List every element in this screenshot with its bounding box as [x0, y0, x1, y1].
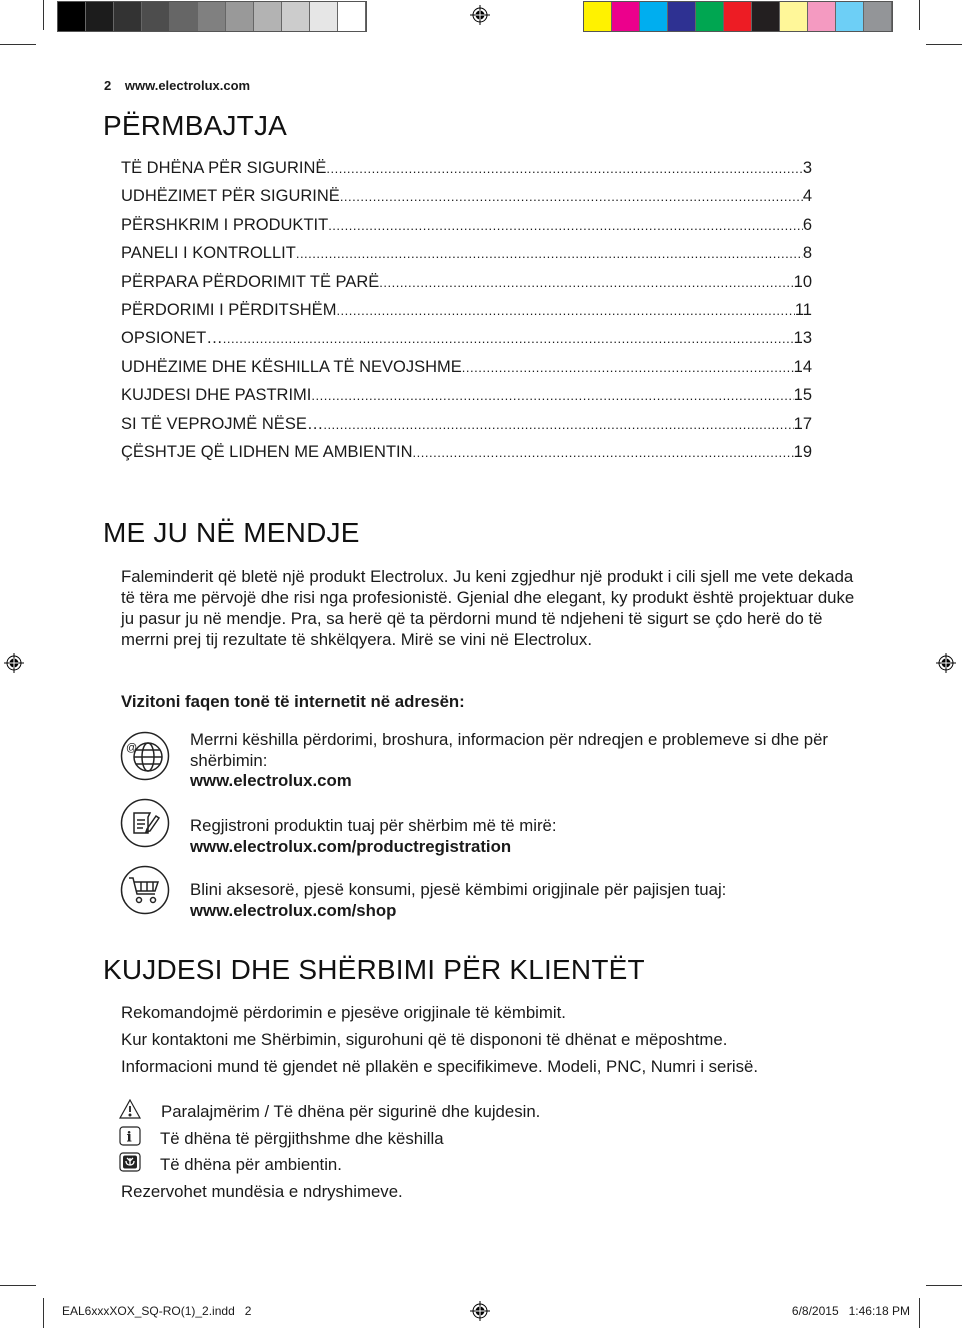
color-swatch	[170, 2, 198, 31]
toc-leader-dots	[311, 388, 793, 403]
registration-mark-icon	[4, 653, 24, 673]
color-swatch	[724, 2, 752, 31]
color-swatch	[338, 2, 366, 31]
service-title: KUJDESI DHE SHËRBIMI PËR KLIENTËT	[103, 954, 645, 985]
toc-leader-dots	[296, 246, 803, 261]
toc-item[interactable]	[121, 216, 812, 244]
color-swatch	[640, 2, 668, 31]
intro-paragraph: Faleminderit që bletë një produkt Electrolux. Ju keni zgjedhur një produkt i cili sjell me vete dekada të tëra me përvojë dhe risi nga profesionistë. Gjenial dhe elegant, ky produkt është projektuar duke ju pasur ju në mendje. Pra, sa herë që ta përdorni mund të ndjeheni të sigurt se çdo herë do të merrni prej tij rezultate të shkëlqyera. Mirë se vini në Electrolux.	[121, 567, 855, 649]
color-swatch	[58, 2, 86, 31]
globe-at-icon	[120, 731, 170, 781]
toc-item-page: 10	[793, 272, 812, 291]
toc-item[interactable]	[121, 386, 812, 414]
crop-mark	[43, 0, 44, 30]
visit-heading: Vizitoni faqen tonë të internetit në adresën:	[121, 692, 465, 711]
color-swatch	[254, 2, 282, 31]
color-swatch	[696, 2, 724, 31]
registration-notepad-icon	[120, 798, 170, 848]
toc-item-label: PËRDORIMI I PËRDITSHËM	[121, 300, 337, 319]
registration-mark-icon	[936, 653, 956, 673]
footer-filename: EAL6xxxXOX_SQ-RO(1)_2.indd 2	[62, 1304, 252, 1318]
svg-text:@: @	[126, 742, 138, 754]
color-swatch	[836, 2, 864, 31]
change-note: Rezervohet mundësia e ndryshimeve.	[121, 1182, 403, 1201]
crop-mark	[926, 44, 962, 45]
crop-mark	[919, 1298, 920, 1328]
toc-leader-dots	[340, 189, 803, 204]
toc-item-label: PANELI I KONTROLLIT	[121, 244, 296, 263]
toc-item-label: OPSIONET…	[121, 329, 223, 348]
crop-mark	[0, 1285, 36, 1286]
link-item	[190, 816, 850, 857]
toc-item[interactable]	[121, 159, 812, 187]
link-description: Regjistroni produktin tuaj për shërbim më të mirë:	[190, 816, 557, 835]
crop-mark	[0, 44, 36, 45]
toc-item-page: 4	[802, 187, 812, 206]
toc-leader-dots	[223, 331, 794, 346]
toc-leader-dots	[336, 303, 794, 318]
toc-item-page: 8	[802, 244, 812, 263]
link-description: Merrni këshilla përdorimi, broshura, informacion për ndreqjen e problemeve si dhe për shërbimin:	[190, 730, 828, 770]
toc-leader-dots	[462, 360, 794, 375]
legend-text: Paralajmërim / Të dhëna për sigurinë dhe kujdesin.	[161, 1102, 541, 1121]
color-swatch	[114, 2, 142, 31]
toc-item-label: PËRSHKRIM I PRODUKTIT	[121, 215, 329, 234]
toc-item[interactable]	[121, 443, 812, 471]
service-line: Informacioni mund të gjendet në pllakën e specifikimeve. Modeli, PNC, Numri i serisë.	[121, 1057, 759, 1076]
toc-item-page: 11	[794, 300, 812, 319]
intro-title: ME JU NË MENDJE	[103, 517, 360, 548]
color-swatch	[198, 2, 226, 31]
toc-leader-dots	[379, 275, 793, 290]
registration-mark-icon	[470, 1301, 490, 1321]
footer-timestamp: 6/8/2015 1:46:18 PM	[791, 1304, 910, 1318]
grayscale-color-bar	[57, 1, 367, 32]
header-site-link[interactable]: www.electrolux.com	[124, 78, 251, 93]
toc-item[interactable]	[121, 329, 812, 357]
info-icon	[119, 1126, 141, 1146]
toc-item-page: 15	[793, 386, 812, 405]
toc-item-page: 14	[793, 357, 812, 376]
toc-item-label: TË DHËNA PËR SIGURINË	[121, 159, 327, 177]
service-line: Rekomandojmë përdorimin e pjesëve origjinale të këmbimit.	[121, 1003, 566, 1022]
legend-text: Të dhëna të përgjithshme dhe këshilla	[160, 1129, 444, 1148]
toc-item-label: ÇËSHTJE QË LIDHEN ME AMBIENTIN	[121, 442, 413, 461]
link-item	[190, 880, 850, 921]
toc-leader-dots	[326, 161, 802, 176]
warning-icon	[119, 1099, 141, 1119]
color-swatch	[864, 2, 892, 31]
toc-item-label: PËRPARA PËRDORIMIT TË PARË	[121, 272, 380, 291]
toc-item-label: UDHËZIME DHE KËSHILLA TË NEVOJSHME	[121, 357, 462, 376]
svg-text:i: i	[126, 1129, 132, 1146]
crop-mark	[43, 1298, 44, 1328]
shop-link[interactable]: www.electrolux.com/shop	[190, 900, 397, 920]
shopping-cart-icon	[120, 865, 170, 915]
legend-text: Të dhëna për ambientin.	[160, 1155, 342, 1174]
color-swatch	[142, 2, 170, 31]
toc-item-page: 19	[793, 442, 812, 461]
toc-item[interactable]	[121, 415, 812, 443]
color-swatch	[584, 2, 612, 31]
process-color-bar	[583, 1, 893, 32]
toc-leader-dots	[413, 445, 794, 460]
link-item	[190, 730, 850, 792]
toc-item-page: 3	[802, 159, 812, 177]
crop-mark	[919, 0, 920, 30]
color-swatch	[282, 2, 310, 31]
toc-leader-dots	[323, 417, 793, 432]
color-swatch	[668, 2, 696, 31]
toc-item-label: SI TË VEPROJMË NËSE…	[121, 414, 324, 433]
page-header	[104, 78, 250, 93]
table-of-contents	[121, 159, 812, 471]
link-description: Blini aksesorë, pjesë konsumi, pjesë këmbimi origjinale për pajisjen tuaj:	[190, 880, 727, 899]
environment-icon	[119, 1152, 141, 1172]
color-swatch	[780, 2, 808, 31]
toc-item-page: 13	[793, 329, 812, 348]
toc-leader-dots	[328, 218, 803, 233]
toc-item[interactable]	[121, 301, 812, 329]
crop-mark	[926, 1285, 962, 1286]
product-registration-link[interactable]: www.electrolux.com/productregistration	[190, 836, 512, 856]
color-swatch	[310, 2, 338, 31]
page-number: 2	[104, 78, 112, 93]
toc-item[interactable]	[121, 244, 812, 272]
toc-item-label: KUJDESI DHE PASTRIMI	[121, 386, 312, 405]
toc-item-page: 17	[793, 414, 812, 433]
registration-mark-icon	[470, 5, 490, 25]
color-swatch	[808, 2, 836, 31]
service-line: Kur kontaktoni me Shërbimin, sigurohuni që të dispononi të dhënat e mëposhtme.	[121, 1030, 728, 1049]
toc-item[interactable]	[121, 358, 812, 386]
website-link[interactable]: www.electrolux.com	[190, 771, 352, 790]
color-swatch	[612, 2, 640, 31]
color-swatch	[226, 2, 254, 31]
toc-item[interactable]	[121, 273, 812, 301]
color-swatch	[752, 2, 780, 31]
toc-title: PËRMBAJTJA	[103, 110, 288, 141]
toc-item-page: 6	[802, 215, 812, 234]
color-swatch	[86, 2, 114, 31]
toc-item-label: UDHËZIMET PËR SIGURINË	[121, 187, 340, 206]
toc-item[interactable]	[121, 187, 812, 215]
